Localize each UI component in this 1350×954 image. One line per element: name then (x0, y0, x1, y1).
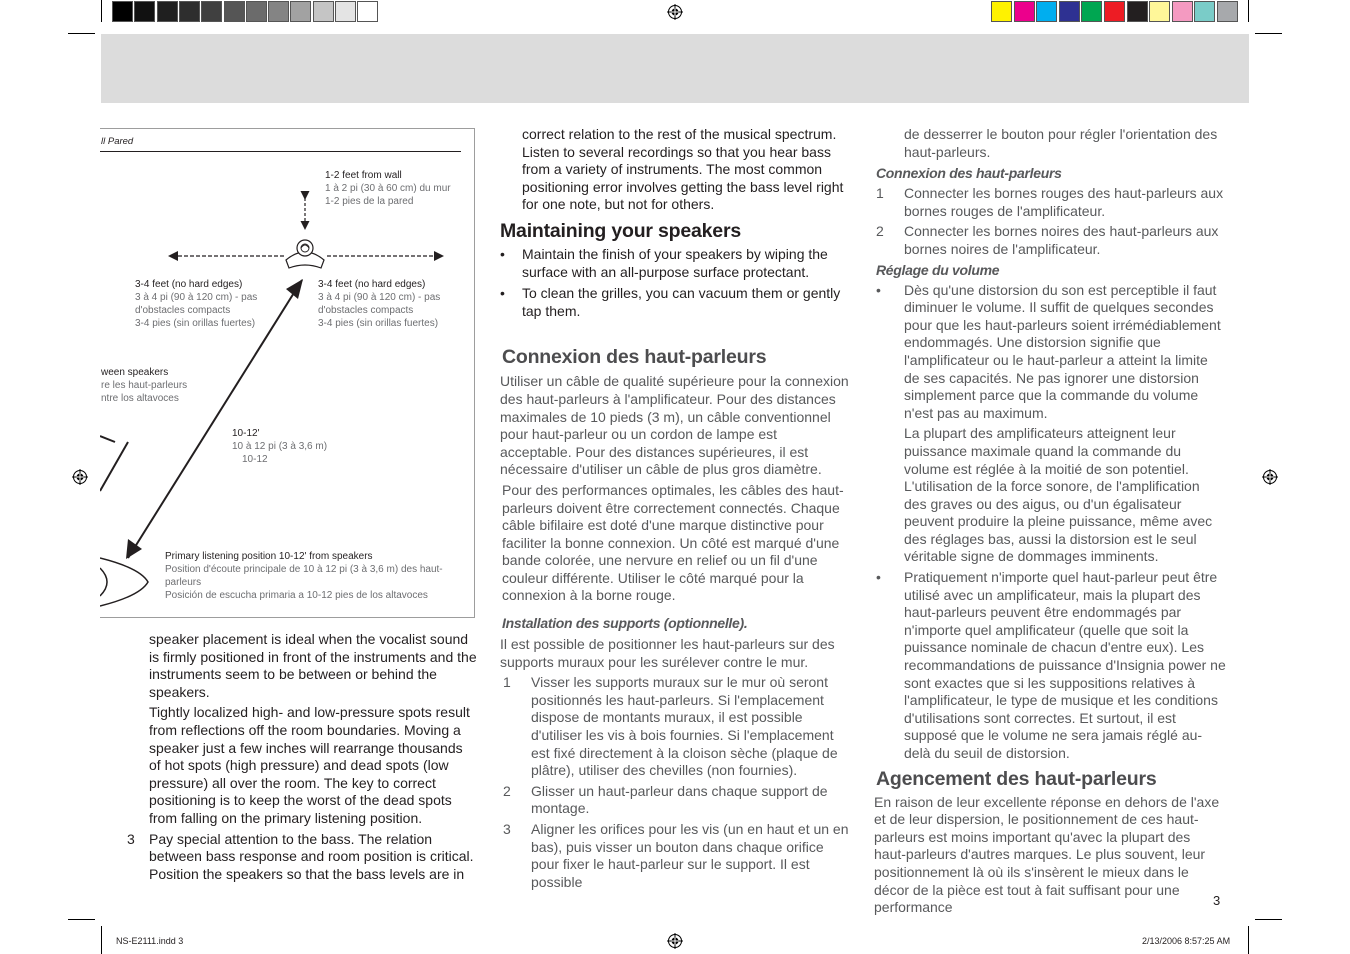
crop-mark (1248, 0, 1249, 22)
list-item: 3 Pay special attention to the bass. The relation between bass response and room position is critical. Position the speakers so that the bass levels are in (127, 830, 474, 882)
paragraph: En raison de leur excellente réponse en dehors de l'axe et de leur dispersion, le positionnement de ces haut-parleurs est moins important qu'avec la plupart des haut-parleurs d'autres marques. Le plus souvent, leur positionnement là où ils s'insèrent le mieux dans le décor de la pièce est tout à fait suffisant pour une performance (874, 793, 1220, 916)
gray-swatch (357, 1, 378, 22)
installation-heading: Installation des supports (optionnelle). (502, 615, 748, 632)
gray-swatch (313, 1, 334, 22)
speaker-icon (286, 240, 324, 268)
list-item: • Dès qu'une distorsion du son est perceptible il faut diminuer le volume. Il suffit de quelques secondes pour que les haut-parleurs soient irrémédiablement endommagés. Une distorsion signifie que l'amplificateur ou le haut-parleur a atteint la limite de ses capacités. Ne pas ignorer une distorsion simplement parce que la commande du volume n'est pas au maximum. (876, 281, 1221, 421)
process-swatch (1194, 1, 1215, 22)
registration-mark-icon (667, 4, 683, 20)
list-item: 2 Glisser un haut-parleur dans chaque support de montage. (503, 782, 828, 817)
list-item: • To clean the grilles, you can vacuum them or gently tap them. (500, 285, 841, 319)
paragraph: Pour des performances optimales, les câbles des haut-parleurs doivent être correctement connectés. Chaque câble bifilaire est doté d'une marque distinctive pour faciliter la bonne connexion. Un côté est marqué d'une bande colorée, une nervure en relief ou un fil d'une couleur différente. Utiliser le côté marqué pour la connexion à la borne rouge. (502, 481, 844, 604)
crop-mark (1255, 919, 1282, 920)
gray-swatch (112, 1, 133, 22)
gray-swatch (201, 1, 222, 22)
gray-swatch (246, 1, 267, 22)
maintaining-heading: Maintaining your speakers (500, 219, 741, 242)
paragraph: Tightly localized high- and low-pressure spots result from reflections off the room boundaries. Moving a speaker just a few inches will rearrange thousands of hot spots (high pressure) and dead spots (low pressure) all over the room. The key to correct positioning is to keep the worst of the dead spots from falling on the primary listening position. (149, 704, 470, 826)
wall-distance-label: 1-2 feet from wall 1 à 2 pi (30 à 60 cm) du mur 1-2 pies de la pared (325, 170, 451, 207)
header-band (101, 34, 1249, 103)
crop-mark (1248, 926, 1249, 954)
list-item: 3 Aligner les orifices pour les vis (un en haut et un en bas), puis visser un bouton dans chaque orifice pour fixer le haut-parleur sur le support. Il est possible (503, 821, 849, 890)
between-speakers-label: ween speakers re les haut-parleurs ntre los altavoces (101, 367, 188, 404)
connexion-heading: Connexion des haut-parleurs (502, 346, 767, 369)
paragraph: La plupart des amplificateurs atteignent leur puissance maximale quand la commande du volume est réglée à la moitié de son potentiel. L'utilisation de la force sonore, de l'amplification des graves ou des aigus, ou d'un égalisateur peuvent produire la pleine puissance, même avec des réglages bas, aussi la distorsion est le seul véritable signe de dommages imminents. (904, 425, 1213, 565)
process-swatch (991, 1, 1012, 22)
paragraph: Utiliser un câble de qualité supérieure pour la connexion des haut-parleurs à l'amplificateur. Pour des distances maximales de 10 pieds (3 m), un câble conventionnel pour haut-parleur ou un cordon de lampe est acceptable. Pour des distances supérieures, il est nécessaire d'utiliser un câble de plus gros diamètre. (500, 373, 849, 478)
crop-mark (101, 926, 102, 954)
column-3 (874, 126, 1226, 917)
process-swatch (1081, 1, 1102, 22)
wall-label: ll Pared (101, 136, 134, 147)
list-item: 2 Connecter les bornes noires des haut-parleurs aux bornes noires de l'amplificateur. (876, 223, 1219, 257)
left-edge-label: 3-4 feet (no hard edges) 3 à 4 pi (90 à 120 cm) - pas d'obstacles compacts 3-4 pies (sin orillas fuertes) (135, 279, 258, 329)
listening-position-label: Primary listening position 10-12' from speakers Position d'écoute principale de 10 à 12 pi (3 à 3,6 m) des haut- parleurs Posición de escucha primaria a 10-12 pies de los altavoces (165, 551, 443, 601)
crop-mark (1255, 33, 1282, 34)
right-edge-label: 3-4 feet (no hard edges) 3 à 4 pi (90 à 120 cm) - pas d'obstacles compacts 3-4 pies (sin orillas fuertes) (318, 279, 441, 329)
list-item: 1 Connecter les bornes rouges des haut-parleurs aux bornes rouges de l'amplificateur. (876, 185, 1224, 219)
crop-mark (68, 919, 95, 920)
volume-heading: Réglage du volume (876, 261, 1000, 278)
registration-mark-icon (1262, 469, 1278, 485)
print-date: 2/13/2006 8:57:25 AM (1142, 936, 1231, 946)
column-2 (500, 126, 852, 891)
registration-mark-icon (72, 469, 88, 485)
connexion-subheading: Connexion des haut-parleurs (876, 165, 1062, 182)
list-item: • Pratiquement n'importe quel haut-parleur peut être utilisé avec un amplificateur, mais la plupart des haut-parleurs peuvent être endommagés par n'importe quel amplificateur (quelle que soit la puissance nominale de chacun d'entre eux). Les recommandations de puissance d'Insignia power ne sont exactes que si les suppositions relatives à l'amplificateur, le type de musique et les conditions d'utilisations sont correctes. Et surtout, il est supposé que le volume ne sera jamais réglé au-delà du seuil de distorsion. (876, 569, 1226, 761)
process-swatch (1127, 1, 1148, 22)
listening-distance-label: 10-12' 10 à 12 pi (3 à 3,6 m) 10-12 (232, 428, 328, 465)
process-swatch (1172, 1, 1193, 22)
list-item: • Maintain the finish of your speakers by wiping the surface with an all-purpose surface protectant. (500, 245, 828, 280)
file-name: NS-E2111.indd 3 (116, 936, 184, 946)
gray-swatch (268, 1, 289, 22)
agencement-heading: Agencement des haut-parleurs (876, 767, 1157, 790)
gray-swatch (224, 1, 245, 22)
column-1 (121, 631, 477, 883)
list-item: 1 Visser les supports muraux sur le mur où seront positionnés les haut-parleurs. Si l'emplacement dispose de montants muraux, il est possible d'utiliser les vis à bois fournies. Si l'emplacement est fixé directement à la cloison sèche (plaque de plâtre), utiliser des chevilles (non fournies). (503, 674, 838, 779)
gray-swatch (179, 1, 200, 22)
gray-swatch (157, 1, 178, 22)
page-number: 3 (1213, 893, 1221, 908)
process-swatch (1104, 1, 1125, 22)
paragraph: Il est possible de positionner les haut-parleurs sur des supports muraux pour les surélever contre le mur. (500, 636, 835, 670)
gray-swatch (290, 1, 311, 22)
gray-swatch (134, 1, 155, 22)
paragraph: correct relation to the rest of the musical spectrum. Listen to several recordings so that you hear bass from a variety of instruments. The most common positioning error involves getting the bass level right for one note, but not for others. (522, 126, 844, 213)
paragraph: speaker placement is ideal when the vocalist sound is firmly positioned in front of the instruments and the instruments seem to be between or behind the speakers. (149, 631, 477, 700)
crop-mark (101, 0, 102, 22)
gray-swatch (335, 1, 356, 22)
process-swatch (1059, 1, 1080, 22)
process-swatch (1149, 1, 1170, 22)
paragraph: de desserrer le bouton pour régler l'orientation des haut-parleurs. (904, 126, 1218, 160)
process-swatch (1014, 1, 1035, 22)
listener-icon (100, 558, 148, 606)
process-swatch (1217, 1, 1238, 22)
registration-mark-icon (667, 933, 683, 949)
crop-mark (68, 33, 95, 34)
process-swatch (1036, 1, 1057, 22)
